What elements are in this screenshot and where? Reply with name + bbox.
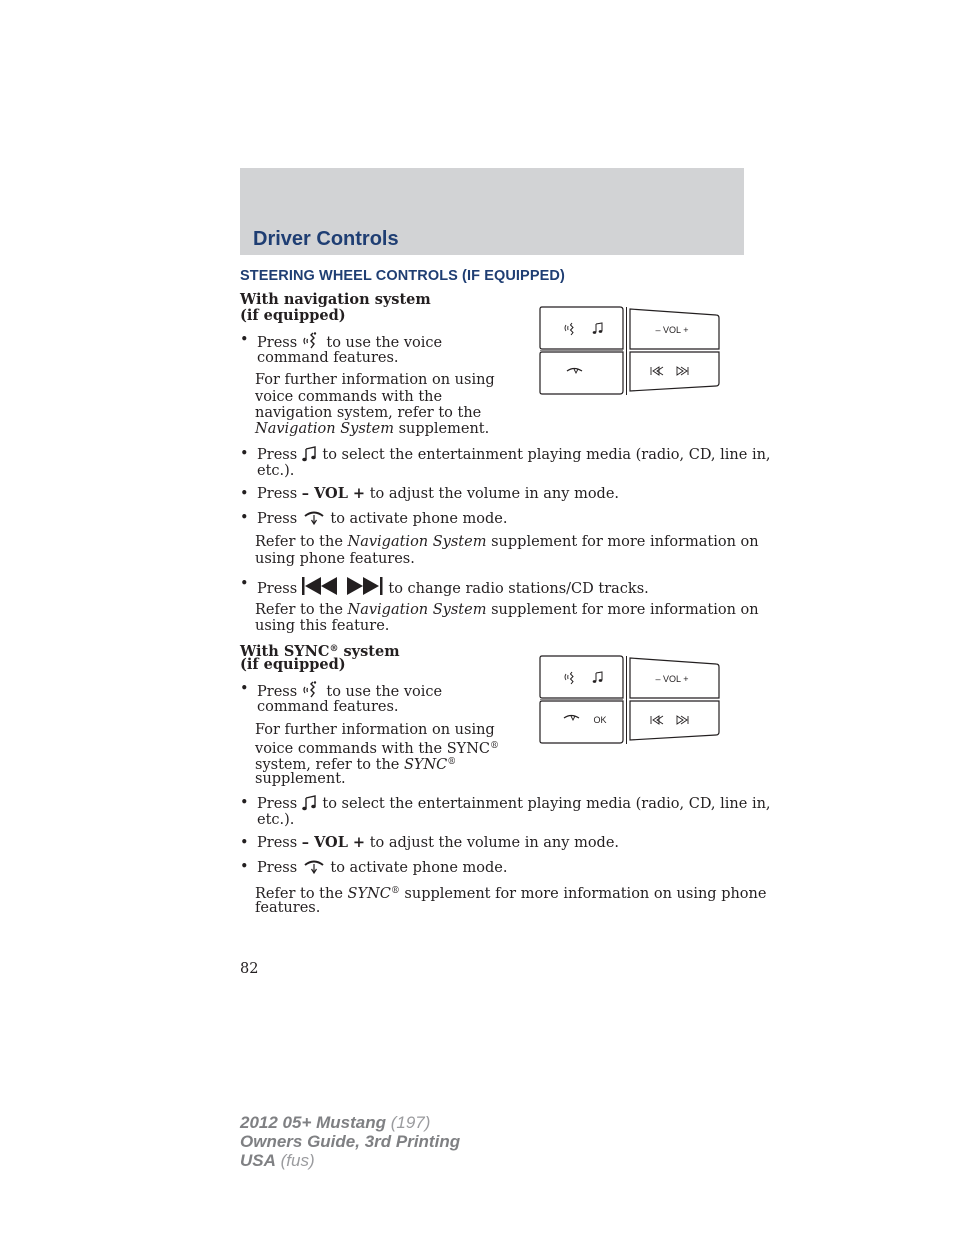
- bullet: •: [240, 332, 249, 348]
- info-line2: voice commands with the SYNC: [255, 741, 491, 757]
- sync-heading-pre: With SYNC: [240, 643, 330, 660]
- phone-rest: to activate phone mode.: [330, 860, 508, 876]
- nav-voice-info-4: [255, 421, 489, 438]
- vol-bold: – VOL +: [301, 834, 366, 851]
- nav-seek-info-2: using this feature.: [255, 618, 390, 634]
- sync-media-text: [257, 795, 771, 813]
- sync-media-line2: etc.).: [257, 812, 295, 828]
- footer-imprint: [240, 1113, 460, 1170]
- nav-voice-info-1: For further information on using: [255, 372, 495, 388]
- nav-phone-info-1: [255, 534, 759, 551]
- press-label: Press: [257, 835, 298, 851]
- info-pre: Refer to the: [255, 534, 343, 550]
- sync-steering-controls-diagram: [538, 654, 721, 746]
- italic-ref: SYNC: [403, 757, 448, 773]
- nav-voice-info-3: navigation system, refer to the: [255, 405, 482, 421]
- sync-phone-text: [257, 859, 507, 877]
- sync-button-cluster-left: [540, 656, 623, 743]
- music-note-icon: [302, 446, 318, 462]
- sync-heading-line2: (if equipped): [240, 656, 346, 673]
- press-label: Press: [257, 684, 298, 700]
- registered-mark: ®: [390, 886, 400, 896]
- info-pre: Refer to the: [255, 886, 343, 902]
- media-rest: to select the entertainment playing media (radio, CD, line in,: [322, 796, 771, 812]
- press-label: Press: [257, 581, 298, 597]
- footer-model: 2012 05+ Mustang: [240, 1113, 386, 1132]
- vol-bold: – VOL +: [301, 485, 366, 502]
- press-label: Press: [257, 486, 298, 502]
- phone-icon: [302, 859, 326, 875]
- nav-media-line2: etc.).: [257, 463, 295, 479]
- bullet: •: [240, 835, 249, 851]
- phone-icon: [302, 510, 326, 526]
- seek-buttons-icon: [302, 576, 384, 596]
- italic-ref: SYNC: [347, 886, 391, 902]
- nav-button-cluster-left: [540, 307, 623, 394]
- vol-rest: to adjust the volume in any mode.: [369, 835, 620, 851]
- registered-mark: ®: [329, 644, 339, 654]
- sync-voice-info-1: For further information on using: [255, 722, 495, 738]
- bullet: •: [240, 576, 249, 592]
- italic-ref: Navigation System: [255, 421, 394, 437]
- vol-label: – VOL +: [655, 674, 689, 684]
- info-end: supplement.: [398, 421, 490, 437]
- bullet: •: [240, 510, 249, 526]
- nav-button-cluster-right: [627, 307, 720, 395]
- nav-seek-info-1: [255, 602, 759, 619]
- info-post: supplement for more information on using phone: [404, 886, 767, 902]
- italic-ref: Navigation System: [347, 602, 487, 618]
- sync-phone-info-1: [255, 883, 766, 903]
- ok-label: OK: [593, 715, 607, 725]
- footer-line3: [240, 1151, 460, 1170]
- info-post: supplement for more information on: [491, 534, 759, 550]
- nav-phone-info-2: using phone features.: [255, 551, 415, 567]
- voice-rest: to use the voice: [326, 684, 443, 700]
- seek-rest: to change radio stations/CD tracks.: [388, 581, 649, 597]
- bullet: •: [240, 859, 249, 875]
- sync-button-cluster-right: [627, 656, 720, 744]
- phone-rest: to activate phone mode.: [330, 511, 508, 527]
- voice-rest: to use the voice: [326, 335, 443, 351]
- nav-phone-text: [257, 510, 507, 528]
- nav-vol-text: [257, 486, 619, 503]
- bullet: •: [240, 446, 249, 462]
- bullet: •: [240, 681, 249, 697]
- press-label: Press: [257, 796, 298, 812]
- page-number: 82: [240, 961, 259, 977]
- nav-heading-line1: With navigation system: [240, 291, 431, 308]
- press-label: Press: [257, 511, 298, 527]
- sync-heading-post: system: [343, 643, 400, 660]
- footer-region: USA: [240, 1151, 276, 1170]
- nav-steering-controls-diagram: [538, 305, 721, 397]
- footer-region-code: (fus): [280, 1151, 315, 1170]
- press-label: Press: [257, 860, 298, 876]
- voice-command-icon: [302, 332, 322, 350]
- bullet: •: [240, 486, 249, 502]
- footer-code: (197): [390, 1113, 431, 1132]
- vol-label: – VOL +: [655, 325, 689, 335]
- nav-voice-info-2: voice commands with the: [255, 389, 443, 405]
- nav-voice-text: [257, 332, 442, 352]
- nav-media-text: [257, 446, 771, 464]
- bullet: •: [240, 795, 249, 811]
- vol-rest: to adjust the volume in any mode.: [369, 486, 620, 502]
- sync-vol-text: [257, 835, 619, 852]
- voice-command-icon: [302, 681, 322, 699]
- info-line3-pre: system, refer to the: [255, 757, 400, 773]
- footer-printing: Owners Guide, 3rd Printing: [240, 1132, 461, 1151]
- nav-seek-text: [257, 576, 649, 598]
- media-rest: to select the entertainment playing media (radio, CD, line in,: [322, 447, 771, 463]
- info-pre: Refer to the: [255, 602, 343, 618]
- page-title: Driver Controls: [253, 228, 399, 250]
- registered-mark: ®: [447, 757, 457, 767]
- section-title: STEERING WHEEL CONTROLS (IF EQUIPPED): [240, 268, 565, 284]
- footer-line1: [240, 1113, 460, 1132]
- sync-voice-text: [257, 681, 442, 701]
- sync-voice-info-4: supplement.: [255, 771, 346, 787]
- press-label: Press: [257, 335, 298, 351]
- italic-ref: Navigation System: [347, 534, 487, 550]
- sync-voice-line2: command features.: [257, 699, 399, 715]
- footer-line2: [240, 1132, 460, 1151]
- registered-mark: ®: [490, 741, 500, 751]
- info-post: supplement for more information on: [491, 602, 759, 618]
- sync-phone-info-2: features.: [255, 900, 321, 916]
- press-label: Press: [257, 447, 298, 463]
- music-note-icon: [302, 795, 318, 811]
- nav-voice-line2: command features.: [257, 350, 399, 366]
- nav-heading-line2: (if equipped): [240, 307, 346, 324]
